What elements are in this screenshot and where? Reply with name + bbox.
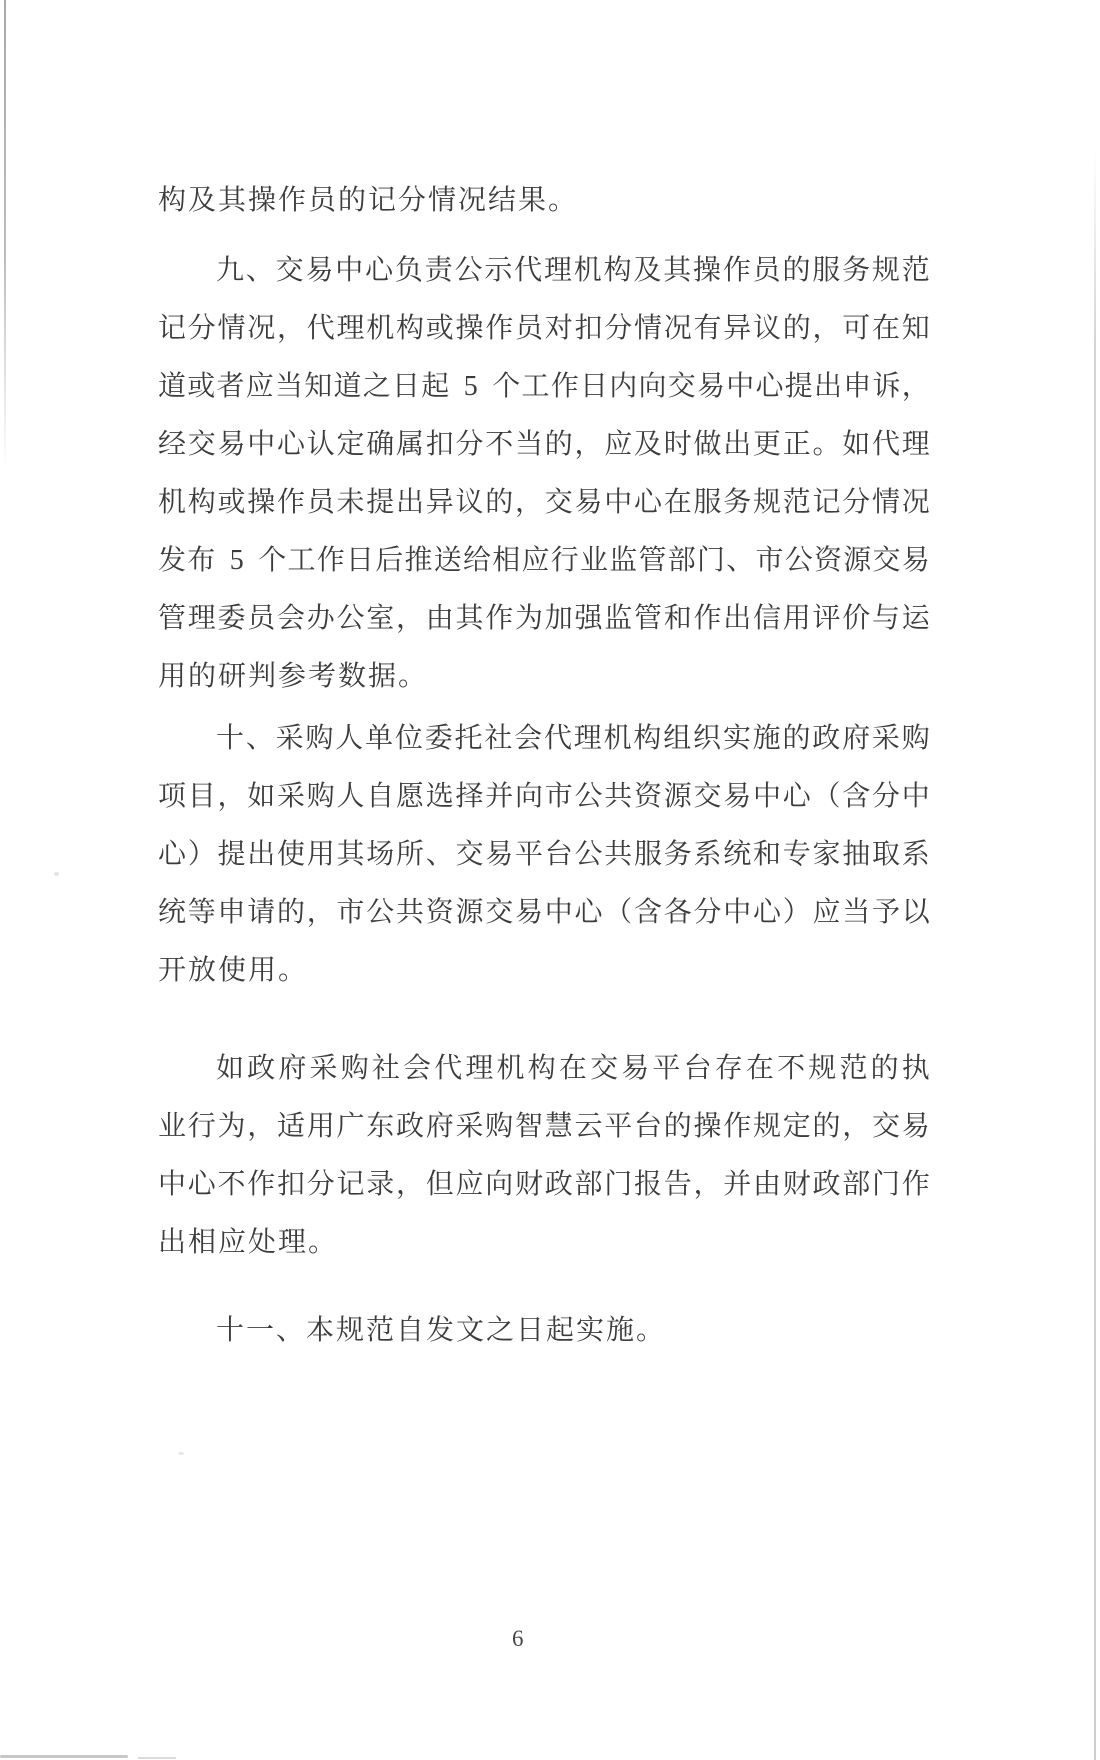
paragraph bbox=[158, 1302, 930, 1360]
text-line: 中 心 不 作 扣 分 记 录 ， 但 应 向 财 政 部 门 报 告 ， 并 由 财 政 部 门 作 bbox=[158, 1169, 930, 1200]
paragraph bbox=[158, 1040, 930, 1272]
text-line: 发 布 5 个 工 作 日 后 推 送 给 相 应 行 业 监 管 部 门 、 市 公 资 源 交 易 bbox=[158, 545, 930, 576]
text-line: 心 ） 提 出 使 用 其 场 所 、 交 易 平 台 公 共 服 务 系 统 和 专 家 抽 取 系 bbox=[158, 839, 930, 870]
text-line: 管 理 委 员 会 办 公 室 ， 由 其 作 为 加 强 监 管 和 作 出 信 用 评 价 与 运 bbox=[158, 603, 930, 634]
document-body bbox=[158, 172, 930, 1360]
text-line: 九 、 交 易 中 心 负 责 公 示 代 理 机 构 及 其 操 作 员 的 服 务 规 范 bbox=[216, 255, 930, 286]
scan-edge-line-right bbox=[1094, 148, 1096, 1760]
paragraph bbox=[158, 242, 930, 706]
text-line: 业 行 为 ， 适 用 广 东 政 府 采 购 智 慧 云 平 台 的 操 作 规 定 的 ， 交 易 bbox=[158, 1111, 930, 1142]
paragraph bbox=[158, 710, 930, 1000]
text-line: 十 、 采 购 人 单 位 委 托 社 会 代 理 机 构 组 织 实 施 的 政 府 采 购 bbox=[216, 723, 930, 754]
text-line: 经 交 易 中 心 认 定 确 属 扣 分 不 当 的 ， 应 及 时 做 出 更 正 。 如 代 理 bbox=[158, 429, 930, 460]
text-line: 用的研判参考数据。 bbox=[158, 661, 429, 692]
scan-speck bbox=[54, 872, 59, 876]
text-line: 道 或 者 应 当 知 道 之 日 起 5 个 工 作 日 内 向 交 易 中 心 提 出 申 诉 ， bbox=[158, 371, 930, 402]
text-line: 如 政 府 采 购 社 会 代 理 机 构 在 交 易 平 台 存 在 不 规 范 的 执 bbox=[216, 1053, 930, 1084]
text-line: 统 等 申 请 的 ， 市 公 共 资 源 交 易 中 心 （ 含 各 分 中 心 ） 应 当 予 以 bbox=[158, 897, 930, 928]
text-line: 构及其操作员的记分情况结果。 bbox=[158, 185, 579, 216]
text-line: 十一、本规范自发文之日起实施。 bbox=[216, 1315, 667, 1346]
text-line: 出相应处理。 bbox=[158, 1227, 339, 1258]
page-number: 6 bbox=[512, 1626, 525, 1651]
scan-edge-line-left bbox=[4, 0, 6, 470]
text-line: 机 构 或 操 作 员 未 提 出 异 议 的 ， 交 易 中 心 在 服 务 规 范 记 分 情 况 bbox=[158, 487, 930, 518]
scan-speck bbox=[178, 1452, 184, 1455]
paragraph bbox=[158, 172, 930, 230]
text-line: 记 分 情 况 ， 代 理 机 构 或 操 作 员 对 扣 分 情 况 有 异 议 的 ， 可 在 知 bbox=[158, 313, 930, 344]
scan-streak-bottom-left-2 bbox=[138, 1757, 176, 1759]
text-line: 开放使用。 bbox=[158, 955, 309, 986]
text-line: 项 目 ， 如 采 购 人 自 愿 选 择 并 向 市 公 共 资 源 交 易 中 心 （ 含 分 中 bbox=[158, 781, 930, 812]
scan-streak-bottom-left bbox=[0, 1755, 128, 1758]
